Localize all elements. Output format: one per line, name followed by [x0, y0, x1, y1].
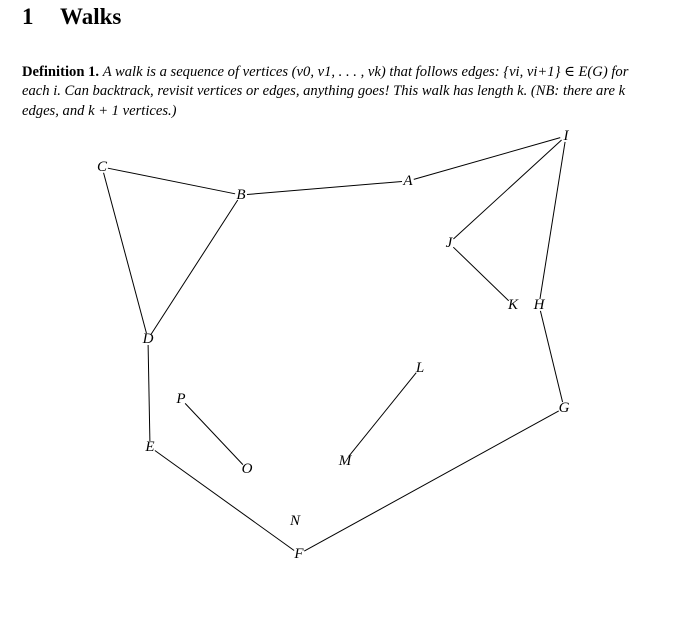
edge-h-g [540, 311, 562, 402]
vertex-label-j: J [445, 235, 453, 251]
edge-d-c [104, 173, 147, 333]
vertex-label-c: C [96, 159, 108, 175]
edge-i-j [453, 140, 561, 239]
edge-p-o [185, 403, 243, 464]
vertex-label-p: P [176, 391, 186, 407]
edge-b-a [247, 182, 402, 195]
edge-e-d [148, 345, 150, 441]
edge-g-f [304, 411, 558, 551]
vertex-label-a: A [403, 173, 413, 189]
edge-f-e [155, 450, 294, 550]
vertex-label-k: K [507, 297, 519, 313]
definition-head: Definition 1. [22, 63, 100, 80]
vertex-label-h: H [533, 297, 545, 313]
vertex-label-m: M [338, 453, 352, 469]
graph-edges [104, 138, 566, 551]
vertex-label-l: L [415, 360, 425, 376]
vertex-label-n: N [289, 513, 301, 529]
edge-c-b [108, 168, 235, 194]
vertex-label-o: O [241, 461, 253, 477]
vertex-label-f: F [294, 546, 304, 562]
vertex-label-b: B [236, 187, 246, 203]
edge-i-h [540, 142, 565, 299]
definition-body: A walk is a sequence of vertices (v0, v1, . . . , vk) that follows edges: {vi, vi+1} ∈ E(G) for each i. Can backtrack, revisit vertices or edges, anything goes! This walk has length k. (NB: there are k edges, and k + 1 vertices.) [22, 63, 629, 119]
edge-d-b [151, 200, 237, 334]
section-title: Walks [60, 4, 122, 29]
section-number: 1 [22, 4, 34, 29]
vertex-label-e: E [145, 439, 155, 455]
graph-vertex-labels [97, 128, 570, 562]
edge-a-i [414, 138, 560, 180]
edge-l-m [349, 373, 416, 457]
vertex-label-d: D [142, 331, 154, 347]
vertex-label-i: I [563, 128, 569, 144]
vertex-label-g: G [558, 400, 570, 416]
edge-j-k [453, 247, 508, 301]
